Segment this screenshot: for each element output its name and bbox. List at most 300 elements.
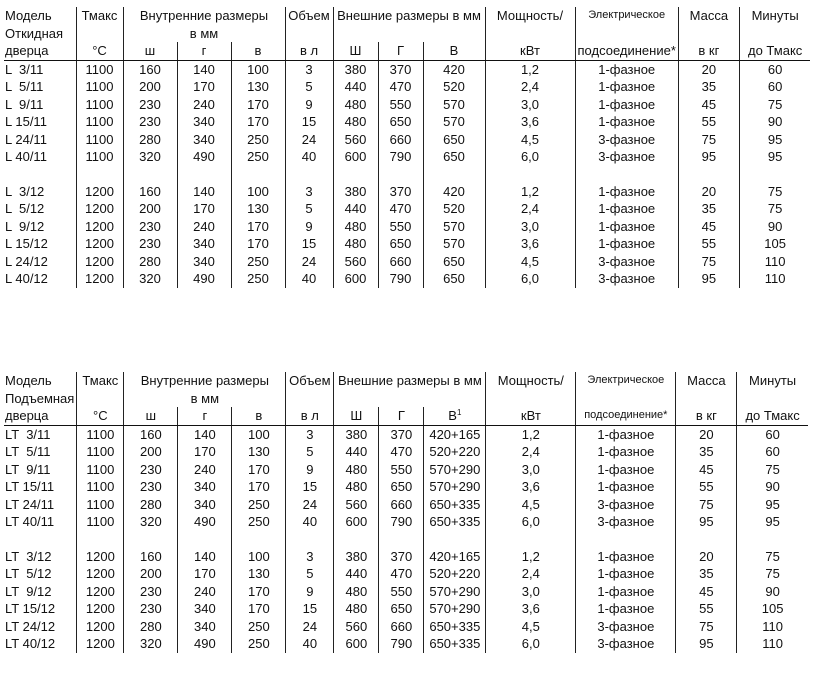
cell-outer-w: 480 xyxy=(334,583,379,601)
cell-outer-h: 420 xyxy=(423,60,485,78)
cell-electric: 1-фазное xyxy=(576,478,676,496)
header-minutes-2: до Тмакс xyxy=(737,407,808,425)
cell-inner-d: 140 xyxy=(178,548,232,566)
header-inner-d: г xyxy=(177,42,231,60)
cell-model: LT 40/11 xyxy=(5,514,55,529)
cell-model: LT 40/12 xyxy=(5,636,56,651)
cell-tmax: 1200 xyxy=(76,270,123,288)
cell-tmax: 1200 xyxy=(76,235,123,253)
cell-mass: 95 xyxy=(676,635,737,653)
cell-inner-w: 280 xyxy=(124,618,178,636)
cell-power: 6,0 xyxy=(486,513,576,531)
header-inner-h: в xyxy=(232,407,286,425)
cell-outer-d: 660 xyxy=(378,131,423,149)
cell-mass: 75 xyxy=(678,131,739,149)
cell-outer-d: 660 xyxy=(379,496,424,514)
cell-tmax: 1200 xyxy=(76,183,123,201)
cell-electric: 3-фазное xyxy=(575,253,678,271)
table-row xyxy=(4,461,808,479)
cell-tmax: 1100 xyxy=(76,60,123,78)
cell-outer-d: 550 xyxy=(378,218,423,236)
cell-outer-h: 650 xyxy=(423,148,485,166)
cell-power: 3,6 xyxy=(486,478,576,496)
header-tmax: Тмакс xyxy=(76,7,123,25)
cell-outer-w: 480 xyxy=(334,600,379,618)
cell-tmax: 1200 xyxy=(77,565,124,583)
cell-power: 4,5 xyxy=(485,131,575,149)
cell-inner-w: 200 xyxy=(124,443,178,461)
cell-minutes: 90 xyxy=(737,478,808,496)
cell-outer-d: 550 xyxy=(378,96,423,114)
cell-electric: 1-фазное xyxy=(575,235,678,253)
cell-outer-d: 650 xyxy=(379,600,424,618)
cell-mass: 45 xyxy=(676,461,737,479)
cell-power: 2,4 xyxy=(486,443,576,461)
cell-model: L 24/12 xyxy=(5,253,48,269)
cell-minutes: 60 xyxy=(739,78,810,96)
cell-electric: 3-фазное xyxy=(576,513,676,531)
cell-minutes: 60 xyxy=(737,443,808,461)
header-inner-dimensions: Внутренние размеры xyxy=(123,7,285,25)
cell-inner-h: 250 xyxy=(231,131,285,149)
cell-volume: 15 xyxy=(286,478,334,496)
cell-volume: 3 xyxy=(285,183,333,201)
cell-tmax: 1100 xyxy=(77,478,124,496)
cell-minutes: 60 xyxy=(737,425,808,443)
cell-inner-d: 340 xyxy=(178,618,232,636)
cell-minutes: 75 xyxy=(737,548,808,566)
cell-inner-h: 250 xyxy=(232,618,286,636)
header-inner-w: ш xyxy=(123,42,177,60)
spec-table-lift-door xyxy=(4,372,808,653)
cell-power: 2,4 xyxy=(485,200,575,218)
cell-volume: 9 xyxy=(286,461,334,479)
cell-outer-w: 480 xyxy=(333,218,378,236)
header-minutes: Минуты xyxy=(737,372,808,390)
cell-mass: 75 xyxy=(678,253,739,271)
table-row xyxy=(4,513,808,531)
cell-inner-h: 170 xyxy=(232,461,286,479)
cell-outer-h: 650+335 xyxy=(424,496,486,514)
cell-model: LT 24/12 xyxy=(5,618,56,634)
table-row xyxy=(4,60,810,78)
cell-electric: 3-фазное xyxy=(576,618,676,636)
cell-inner-h: 170 xyxy=(231,218,285,236)
cell-inner-h: 130 xyxy=(231,200,285,218)
cell-tmax: 1200 xyxy=(76,200,123,218)
header-volume: Объем xyxy=(285,7,333,25)
cell-tmax: 1200 xyxy=(76,253,123,271)
header-model-type: Откидная дверца xyxy=(4,25,76,61)
cell-inner-d: 340 xyxy=(177,113,231,131)
cell-inner-h: 130 xyxy=(231,78,285,96)
header-minutes: Минуты xyxy=(739,7,810,25)
cell-inner-d: 170 xyxy=(177,78,231,96)
cell-volume: 15 xyxy=(285,113,333,131)
cell-inner-d: 170 xyxy=(178,565,232,583)
cell-outer-h: 520+220 xyxy=(424,443,486,461)
cell-tmax: 1100 xyxy=(77,496,124,514)
cell-inner-h: 100 xyxy=(232,425,286,443)
cell-power: 3,6 xyxy=(485,235,575,253)
cell-outer-h: 650+335 xyxy=(424,513,486,531)
cell-mass: 55 xyxy=(678,235,739,253)
cell-inner-w: 160 xyxy=(124,425,178,443)
cell-outer-h: 420+165 xyxy=(424,548,486,566)
cell-volume: 40 xyxy=(286,635,334,653)
header-power: Мощность/ xyxy=(485,7,575,25)
header-electric: Электрическое xyxy=(576,372,676,390)
table-row xyxy=(4,78,810,96)
cell-minutes: 95 xyxy=(739,131,810,149)
cell-mass: 45 xyxy=(678,218,739,236)
cell-power: 3,0 xyxy=(485,218,575,236)
spec-table-hinged-door xyxy=(4,7,810,288)
cell-mass: 75 xyxy=(676,496,737,514)
cell-outer-d: 470 xyxy=(378,78,423,96)
cell-model: LT 9/12 xyxy=(5,583,52,599)
cell-model: LT 24/11 xyxy=(5,496,55,512)
cell-power: 2,4 xyxy=(486,565,576,583)
table-row xyxy=(4,618,808,636)
table-row xyxy=(4,565,808,583)
cell-power: 4,5 xyxy=(486,496,576,514)
cell-outer-w: 600 xyxy=(333,148,378,166)
header-mass-unit: в кг xyxy=(678,42,739,60)
cell-mass: 55 xyxy=(678,113,739,131)
header-volume: Объем xyxy=(286,372,334,390)
cell-outer-w: 480 xyxy=(333,113,378,131)
cell-outer-w: 560 xyxy=(334,496,379,514)
cell-outer-d: 370 xyxy=(379,548,424,566)
cell-inner-d: 140 xyxy=(177,183,231,201)
cell-mass: 20 xyxy=(676,548,737,566)
cell-tmax: 1100 xyxy=(76,96,123,114)
cell-tmax: 1100 xyxy=(76,78,123,96)
cell-electric: 1-фазное xyxy=(576,425,676,443)
cell-outer-w: 600 xyxy=(334,635,379,653)
cell-electric: 3-фазное xyxy=(576,496,676,514)
cell-electric: 1-фазное xyxy=(576,548,676,566)
cell-inner-h: 130 xyxy=(232,565,286,583)
table-row xyxy=(4,253,810,271)
cell-mass: 35 xyxy=(678,78,739,96)
cell-volume: 24 xyxy=(286,496,334,514)
cell-volume: 40 xyxy=(285,148,333,166)
cell-outer-w: 560 xyxy=(333,131,378,149)
cell-electric: 3-фазное xyxy=(575,270,678,288)
cell-model: L 9/11 xyxy=(5,96,44,112)
cell-inner-w: 230 xyxy=(123,96,177,114)
cell-outer-h: 520 xyxy=(423,78,485,96)
cell-model: L 5/11 xyxy=(5,79,44,94)
cell-outer-h: 570 xyxy=(423,113,485,131)
cell-electric: 1-фазное xyxy=(576,443,676,461)
cell-inner-h: 100 xyxy=(232,548,286,566)
cell-minutes: 90 xyxy=(739,218,810,236)
cell-electric: 1-фазное xyxy=(576,461,676,479)
cell-inner-h: 170 xyxy=(232,600,286,618)
cell-minutes: 90 xyxy=(737,583,808,601)
cell-volume: 3 xyxy=(285,60,333,78)
cell-tmax: 1100 xyxy=(76,113,123,131)
cell-outer-w: 480 xyxy=(334,478,379,496)
table-row xyxy=(4,583,808,601)
cell-electric: 1-фазное xyxy=(576,583,676,601)
cell-volume: 9 xyxy=(285,218,333,236)
cell-outer-w: 600 xyxy=(334,513,379,531)
cell-inner-h: 250 xyxy=(232,635,286,653)
table-body xyxy=(4,425,808,653)
cell-inner-h: 170 xyxy=(231,235,285,253)
header-inner-w: ш xyxy=(124,407,178,425)
cell-tmax: 1200 xyxy=(77,618,124,636)
cell-inner-d: 240 xyxy=(178,583,232,601)
cell-power: 3,0 xyxy=(486,461,576,479)
cell-inner-d: 240 xyxy=(177,218,231,236)
cell-inner-w: 280 xyxy=(124,496,178,514)
cell-outer-h: 570 xyxy=(423,218,485,236)
cell-mass: 95 xyxy=(678,148,739,166)
cell-electric: 1-фазное xyxy=(576,600,676,618)
cell-tmax: 1200 xyxy=(76,218,123,236)
cell-inner-d: 240 xyxy=(178,461,232,479)
cell-model: LT 15/11 xyxy=(5,479,55,494)
header-power: Мощность/ xyxy=(486,372,576,390)
header-outer-w: Ш xyxy=(333,42,378,60)
cell-outer-d: 790 xyxy=(379,513,424,531)
cell-power: 3,6 xyxy=(485,113,575,131)
header-volume-unit: в л xyxy=(286,407,334,425)
cell-inner-h: 250 xyxy=(232,513,286,531)
header-electric-2: подсоединение* xyxy=(575,42,678,60)
cell-outer-d: 370 xyxy=(379,425,424,443)
cell-tmax: 1200 xyxy=(77,600,124,618)
cell-model: LT 15/12 xyxy=(5,601,56,616)
cell-mass: 55 xyxy=(676,478,737,496)
cell-power: 3,0 xyxy=(486,583,576,601)
header-outer-d: Г xyxy=(378,42,423,60)
cell-minutes: 75 xyxy=(739,183,810,201)
cell-power: 4,5 xyxy=(486,618,576,636)
cell-volume: 5 xyxy=(286,443,334,461)
cell-inner-d: 340 xyxy=(177,131,231,149)
cell-mass: 20 xyxy=(678,60,739,78)
cell-mass: 55 xyxy=(676,600,737,618)
cell-outer-h: 650+335 xyxy=(424,635,486,653)
cell-outer-w: 380 xyxy=(334,425,379,443)
cell-outer-w: 380 xyxy=(333,183,378,201)
cell-outer-d: 790 xyxy=(378,148,423,166)
cell-mass: 95 xyxy=(676,513,737,531)
cell-outer-h: 570 xyxy=(423,235,485,253)
cell-inner-w: 320 xyxy=(123,148,177,166)
cell-electric: 3-фазное xyxy=(576,635,676,653)
cell-outer-d: 550 xyxy=(379,583,424,601)
header-mass: Масса xyxy=(676,372,737,390)
cell-volume: 5 xyxy=(285,200,333,218)
table-row xyxy=(4,218,810,236)
table-row xyxy=(4,478,808,496)
cell-tmax: 1100 xyxy=(77,425,124,443)
header-outer-w: Ш xyxy=(334,407,379,425)
header-inner-unit: в мм xyxy=(124,390,286,408)
cell-inner-d: 490 xyxy=(177,148,231,166)
header-outer-h: $В^1$ xyxy=(424,407,486,425)
cell-model: LT 5/12 xyxy=(5,566,52,581)
cell-outer-w: 480 xyxy=(333,96,378,114)
cell-tmax: 1200 xyxy=(77,635,124,653)
group-spacer xyxy=(4,531,808,548)
cell-electric: 1-фазное xyxy=(575,60,678,78)
cell-power: 1,2 xyxy=(486,548,576,566)
cell-outer-d: 660 xyxy=(378,253,423,271)
cell-outer-w: 440 xyxy=(334,443,379,461)
cell-inner-h: 170 xyxy=(231,96,285,114)
cell-outer-h: 650+335 xyxy=(424,618,486,636)
cell-outer-w: 380 xyxy=(334,548,379,566)
cell-outer-d: 650 xyxy=(378,113,423,131)
cell-model: LT 9/11 xyxy=(5,461,51,477)
cell-inner-w: 230 xyxy=(123,113,177,131)
cell-outer-w: 480 xyxy=(333,235,378,253)
cell-inner-w: 230 xyxy=(124,600,178,618)
header-outer-dimensions: Внешние размеры в мм xyxy=(334,372,486,390)
cell-inner-w: 280 xyxy=(123,131,177,149)
cell-tmax: 1100 xyxy=(76,131,123,149)
cell-inner-d: 140 xyxy=(178,425,232,443)
header-model-type: Подъемная дверца xyxy=(4,390,77,426)
cell-inner-h: 170 xyxy=(232,583,286,601)
cell-inner-w: 230 xyxy=(124,461,178,479)
cell-outer-h: 420 xyxy=(423,183,485,201)
cell-volume: 3 xyxy=(286,548,334,566)
table-row xyxy=(4,131,810,149)
cell-volume: 15 xyxy=(285,235,333,253)
cell-minutes: 90 xyxy=(739,113,810,131)
cell-minutes: 75 xyxy=(739,200,810,218)
cell-inner-w: 160 xyxy=(123,60,177,78)
cell-inner-d: 340 xyxy=(177,235,231,253)
cell-inner-d: 490 xyxy=(178,635,232,653)
header-inner-dimensions: Внутренние размеры xyxy=(124,372,286,390)
cell-power: 3,6 xyxy=(486,600,576,618)
cell-outer-d: 650 xyxy=(379,478,424,496)
cell-outer-w: 560 xyxy=(333,253,378,271)
cell-inner-h: 170 xyxy=(232,478,286,496)
table-row xyxy=(4,235,810,253)
header-power-unit: кВт xyxy=(486,407,576,425)
cell-mass: 75 xyxy=(676,618,737,636)
cell-outer-w: 600 xyxy=(333,270,378,288)
cell-outer-d: 370 xyxy=(378,60,423,78)
cell-mass: 20 xyxy=(678,183,739,201)
cell-outer-h: 650 xyxy=(423,131,485,149)
header-model: Модель xyxy=(5,8,52,23)
cell-volume: 5 xyxy=(285,78,333,96)
cell-minutes: 75 xyxy=(737,565,808,583)
header-tmax: Тмакс xyxy=(77,372,124,390)
cell-inner-h: 100 xyxy=(231,183,285,201)
cell-model: L 3/11 xyxy=(5,61,44,77)
header-minutes-2: до Тмакс xyxy=(739,42,810,60)
cell-outer-w: 440 xyxy=(334,565,379,583)
header-tmax-unit: °C xyxy=(76,42,123,60)
table-row xyxy=(4,113,810,131)
cell-model: L 3/12 xyxy=(5,183,45,199)
cell-outer-h: 420+165 xyxy=(424,425,486,443)
cell-volume: 24 xyxy=(285,253,333,271)
cell-inner-w: 320 xyxy=(123,270,177,288)
header-inner-unit: в мм xyxy=(123,25,285,43)
cell-inner-w: 320 xyxy=(124,513,178,531)
cell-outer-h: 570+290 xyxy=(424,600,486,618)
cell-minutes: 110 xyxy=(739,253,810,271)
cell-model: L 24/11 xyxy=(5,131,47,147)
cell-outer-h: 650 xyxy=(423,253,485,271)
cell-tmax: 1100 xyxy=(77,513,124,531)
cell-volume: 9 xyxy=(285,96,333,114)
cell-inner-d: 490 xyxy=(177,270,231,288)
table-row xyxy=(4,183,810,201)
header-model: Модель xyxy=(5,373,52,388)
header-mass-unit: в кг xyxy=(676,407,737,425)
cell-tmax: 1100 xyxy=(77,461,124,479)
cell-volume: 3 xyxy=(286,425,334,443)
header-tmax-unit: °C xyxy=(77,407,124,425)
cell-electric: 1-фазное xyxy=(575,218,678,236)
cell-minutes: 75 xyxy=(739,96,810,114)
cell-inner-w: 200 xyxy=(124,565,178,583)
cell-model: L 40/12 xyxy=(5,271,48,286)
cell-outer-w: 380 xyxy=(333,60,378,78)
cell-minutes: 105 xyxy=(739,235,810,253)
cell-electric: 1-фазное xyxy=(575,78,678,96)
cell-volume: 24 xyxy=(286,618,334,636)
cell-inner-h: 100 xyxy=(231,60,285,78)
cell-outer-h: 570 xyxy=(423,96,485,114)
cell-mass: 20 xyxy=(676,425,737,443)
cell-model: LT 5/11 xyxy=(5,444,51,459)
cell-inner-h: 170 xyxy=(231,113,285,131)
cell-inner-d: 140 xyxy=(177,60,231,78)
cell-electric: 1-фазное xyxy=(575,200,678,218)
cell-power: 1,2 xyxy=(485,183,575,201)
cell-model: L 9/12 xyxy=(5,218,45,234)
footnote-marker: 1 xyxy=(456,408,462,417)
cell-mass: 35 xyxy=(676,565,737,583)
table-row xyxy=(4,96,810,114)
cell-electric: 1-фазное xyxy=(576,565,676,583)
cell-model: LT 3/12 xyxy=(5,548,52,564)
cell-power: 6,0 xyxy=(486,635,576,653)
cell-inner-d: 490 xyxy=(178,513,232,531)
cell-volume: 9 xyxy=(286,583,334,601)
cell-inner-w: 230 xyxy=(124,583,178,601)
table-body xyxy=(4,60,810,288)
header-electric-2: подсоединение* xyxy=(576,407,676,425)
cell-volume: 15 xyxy=(286,600,334,618)
cell-mass: 95 xyxy=(678,270,739,288)
cell-outer-d: 470 xyxy=(379,565,424,583)
cell-minutes: 95 xyxy=(737,496,808,514)
cell-inner-w: 230 xyxy=(123,235,177,253)
cell-inner-w: 200 xyxy=(123,200,177,218)
cell-tmax: 1100 xyxy=(76,148,123,166)
cell-outer-h: 570+290 xyxy=(424,583,486,601)
cell-tmax: 1200 xyxy=(77,583,124,601)
cell-power: 6,0 xyxy=(485,270,575,288)
